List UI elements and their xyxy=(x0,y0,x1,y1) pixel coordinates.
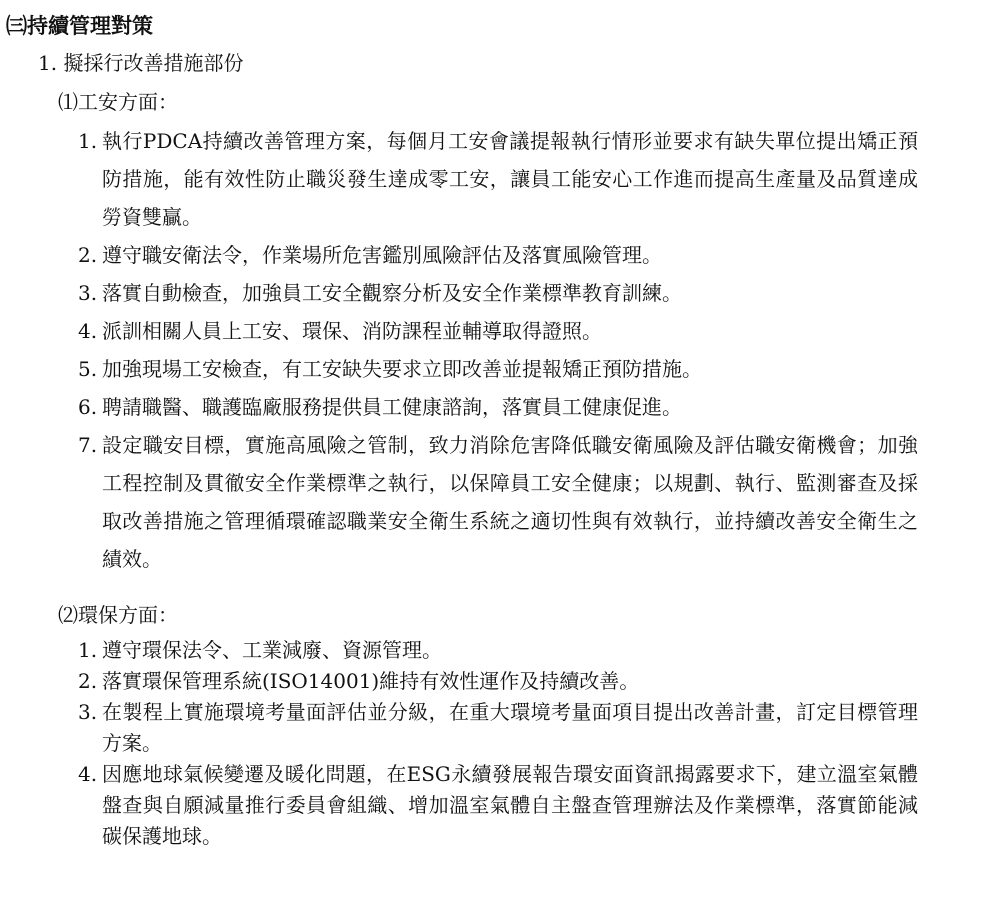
list-item xyxy=(78,312,918,350)
item-number: 4. xyxy=(78,319,98,343)
list-item xyxy=(78,236,918,274)
list-item xyxy=(78,350,918,388)
item-number: 1. xyxy=(78,129,98,153)
item-number: 2. xyxy=(78,669,98,693)
environment-list xyxy=(78,635,918,852)
subheading: 1. 擬採行改善措施部份 xyxy=(38,51,244,75)
list-item xyxy=(78,122,918,236)
item-number: 3. xyxy=(78,700,98,724)
list-item xyxy=(78,388,918,426)
item-text: 因應地球氣候變遷及暖化問題，在ESG永續發展報告環安面資訊揭露要求下，建立溫室氣體盤查與自願減量推行委員會組織、增加溫室氣體自主盤查管理辦法及作業標準，落實節能減碳保護地球。 xyxy=(102,762,918,848)
item-number: 1. xyxy=(78,638,98,662)
item-text: 派訓相關人員上工安、環保、消防課程並輔導取得證照。 xyxy=(102,319,602,343)
list-item xyxy=(78,635,918,666)
page-title: ㈢持續管理對策 xyxy=(6,14,153,38)
item-text: 遵守環保法令、工業減廢、資源管理。 xyxy=(102,638,442,662)
list-item xyxy=(78,274,918,312)
item-number: 2. xyxy=(78,243,98,267)
item-number: 7. xyxy=(78,433,98,457)
list-item xyxy=(78,426,918,578)
item-number: 5. xyxy=(78,357,98,381)
list-item xyxy=(78,666,918,697)
item-text: 設定職安目標，實施高風險之管制，致力消除危害降低職安衛風險及評估職安衛機會；加強工程控制及貫徹安全作業標準之執行，以保障員工安全健康；以規劃、執行、監測審查及採取改善措施之管理循環確認職業安全衛生系統之適切性與有效執行，並持續改善安全衛生之績效。 xyxy=(102,433,918,571)
item-text: 在製程上實施環境考量面評估並分級，在重大環境考量面項目提出改善計畫，訂定目標管理方案。 xyxy=(102,700,918,755)
item-text: 遵守職安衛法令，作業場所危害鑑別風險評估及落實風險管理。 xyxy=(102,243,662,267)
item-text: 落實自動檢查，加強員工安全觀察分析及安全作業標準教育訓練。 xyxy=(102,281,682,305)
item-text: 執行PDCA持續改善管理方案，每個月工安會議提報執行情形並要求有缺失單位提出矯正預防措施，能有效性防止職災發生達成零工安，讓員工能安心工作進而提高生產量及品質達成勞資雙贏。 xyxy=(102,129,918,229)
item-text: 聘請職醫、職護臨廠服務提供員工健康諮詢，落實員工健康促進。 xyxy=(102,395,682,419)
safety-list xyxy=(78,122,918,578)
item-number: 4. xyxy=(78,762,98,786)
section-title-environment: ⑵環保方面： xyxy=(58,603,178,627)
section-title-safety: ⑴工安方面： xyxy=(58,90,178,114)
item-text: 加強現場工安檢查，有工安缺失要求立即改善並提報矯正預防措施。 xyxy=(102,357,702,381)
list-item xyxy=(78,759,918,852)
list-item xyxy=(78,697,918,759)
item-number: 6. xyxy=(78,395,98,419)
item-number: 3. xyxy=(78,281,98,305)
item-text: 落實環保管理系統(ISO14001)維持有效性運作及持續改善。 xyxy=(102,669,640,693)
